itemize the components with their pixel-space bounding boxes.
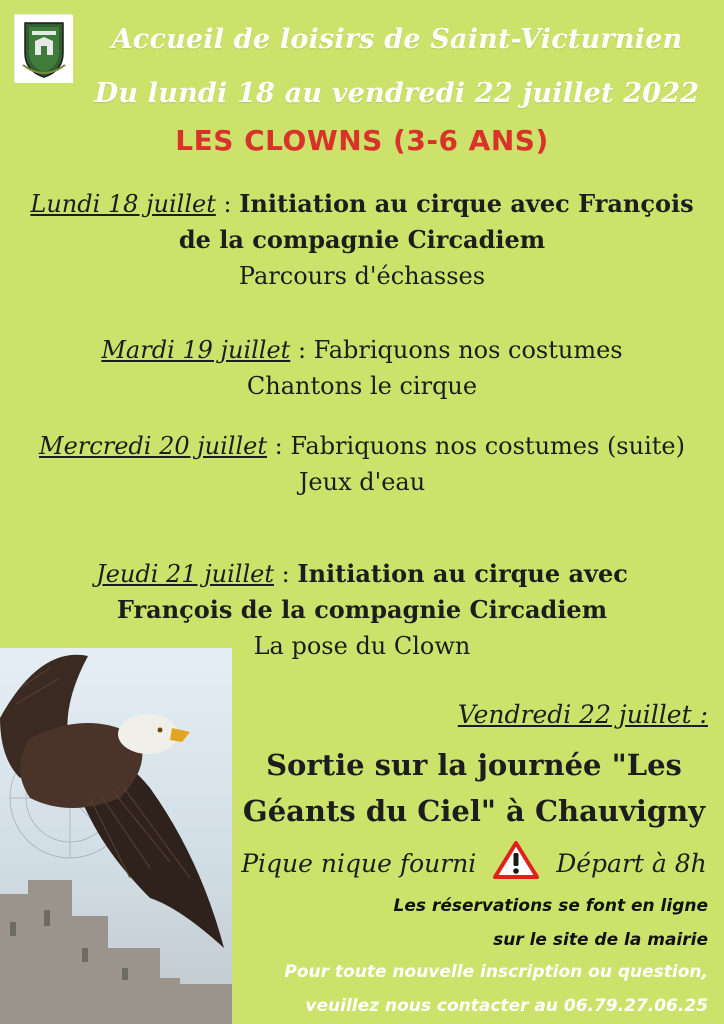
friday-title [236,742,712,834]
day-separator: : [290,336,314,364]
contact-phone-text: veuillez nous contacter au 06.79.27.06.25 [305,996,708,1016]
reservation-text: Les réservations se font en ligne [393,896,708,916]
day-label: Mardi 19 juillet [101,336,291,364]
group-title: LES CLOWNS (3-6 ANS) [175,124,549,157]
eagle-photo [0,648,232,1024]
day-activity: Jeux d'eau [298,468,426,496]
day-activity: Initiation au cirque avec François [239,189,694,218]
day-activity: Fabriquons nos costumes (suite) [290,432,685,460]
day-label: Vendredi 22 juillet [457,700,692,729]
day-separator: : [267,432,291,460]
contact-text: Pour toute nouvelle inscription ou question, [284,962,708,982]
friday-title-line: Sortie sur la journée "Les [266,748,682,782]
header-dates: Du lundi 18 au vendredi 22 juillet 2022 [94,78,700,109]
day-separator: : [691,700,708,729]
day-label: Lundi 18 juillet [30,190,216,218]
day-label: Jeudi 21 juillet [96,560,274,588]
town-logo [14,14,72,82]
friday-title-line: Géants du Ciel" à Chauvigny [242,794,706,828]
day-activity: Parcours d'échasses [238,262,486,290]
day-wednesday [0,428,724,500]
friday-label [458,700,708,729]
day-activity: Initiation au cirque avec [297,559,628,588]
day-activity: François de la compagnie Circadiem [116,595,608,624]
day-label: Mercredi 20 juillet [39,432,268,460]
day-separator: : [274,560,298,588]
friday-details [236,840,712,886]
day-activity: de la compagnie Circadiem [178,225,546,254]
day-separator: : [215,190,240,218]
header-title: Accueil de loisirs de Saint-Victurnien [111,24,683,55]
warning-triangle-icon [492,840,540,886]
picnic-text: Pique nique fourni [241,849,477,878]
day-activity: Fabriquons nos costumes [313,336,623,364]
day-monday [0,186,724,294]
day-tuesday [0,332,724,404]
day-activity: La pose du Clown [253,632,471,660]
coat-of-arms-icon [15,15,73,83]
departure-text: Départ à 8h [556,849,707,878]
day-activity: Chantons le cirque [246,372,478,400]
reservation-text: sur le site de la mairie [493,930,708,950]
